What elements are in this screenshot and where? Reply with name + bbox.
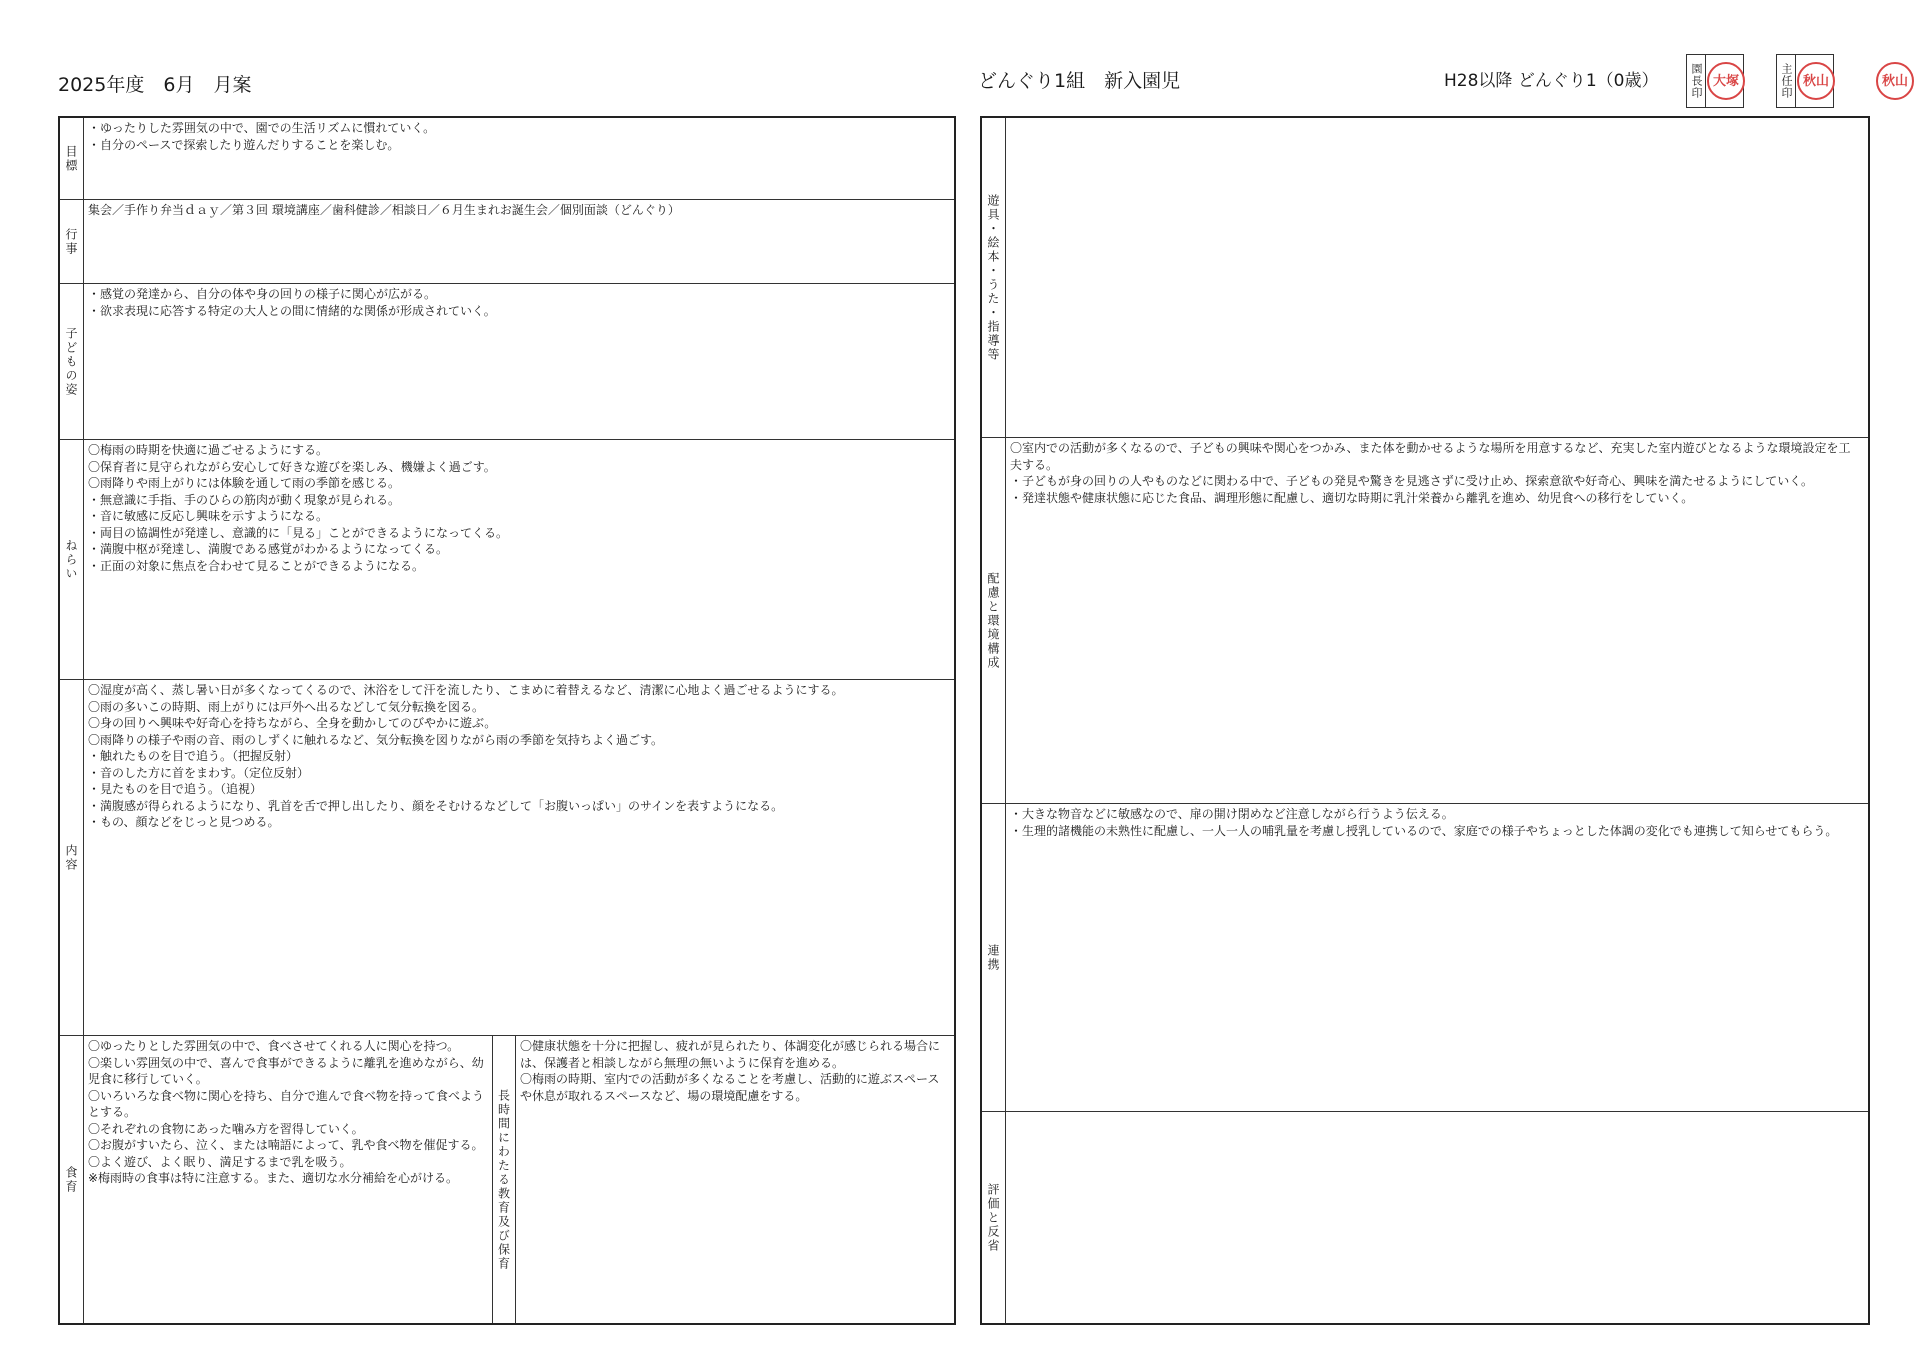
chief-stamp-label: 主任印 [1777,55,1796,107]
food-content [88,1038,488,1321]
left-plan-table [58,116,956,1325]
plan-line: 〇雨の多いこの時期、雨上がりには戸外へ出るなどして気分転換を図る。 [88,699,485,714]
plan-line: 〇湿度が高く、蒸し暑い日が多くなってくるので、沐浴をして汗を流したり、こまめに着替えるなど、清潔に心地よく過ごせるようにする。 [88,683,844,697]
play-row [982,118,1868,438]
longcare-content [520,1038,948,1321]
aims-label: ねらい [60,440,84,680]
plan-line: ・ゆったりした雰囲気の中で、園での生活リズムに慣れていく。 [88,121,436,135]
play-content [1010,120,1862,436]
plan-line: 〇保育者に見守られながら安心して好きな遊びを楽しみ、機嫌よく過ごす。 [88,459,496,474]
plan-line: 〇身の回りへ興味や好奇心を持ちながら、全身を動かしてのびやかに遊ぶ。 [88,716,497,730]
plan-line: 〇それぞれの食物にあった噛み方を習得していく。 [88,1121,364,1136]
plan-line: ・正面の対象に焦点を合わせて見ることができるようになる。 [88,558,425,573]
plan-line: ・触れたものを目で追う。（把握反射） [88,749,299,763]
plan-line: 〇ゆったりとした雰囲気の中で、食べさせてくれる人に関心を持つ。 [88,1039,460,1053]
plan-line: ・大きな物音などに敏感なので、扉の開け閉めなど注意しながら行うよう伝える。 [1010,807,1454,821]
child-label: 子どもの姿 [60,284,84,440]
content-label: 内容 [60,680,84,1036]
plan-line: ・無意識に手指、手のひらの筋肉が動く現象が見られる。 [88,492,401,507]
plan-line: ・自分のペースで探索したり遊んだりすることを楽しむ。 [88,137,400,152]
plan-line: 〇梅雨の時期を快適に過ごせるようにする。 [88,443,329,457]
food-label: 食育 [60,1036,84,1323]
bottom-row [60,1036,954,1323]
principal-seal-icon: 大塚 [1707,62,1745,100]
plan-line: ・感覚の発達から、自分の体や身の回りの様子に関心が広がる。 [88,287,437,301]
env-label: 配慮と環境構成 [982,438,1006,804]
content-row [60,680,954,1036]
plan-title: 2025年度 6月 月案 [58,74,252,96]
aims-content [88,442,948,678]
events-row [60,200,954,284]
plan-line: ・生理的諸機能の未熟性に配慮し、一人一人の哺乳量を考慮し授乳しているので、家庭での様子やちょっとした体調の変化でも連携して知らせてもらう。 [1010,823,1838,838]
liaison-row [982,804,1868,1112]
goal-content [88,120,948,198]
plan-line: 〇梅雨の時期、室内での活動が多くなることを考慮し、活動的に遊ぶスペースや休息が取れるスペースなど、場の環境配慮をする。 [520,1072,940,1103]
chief-stamp-box [1776,54,1834,108]
plan-line: 集会／手作り弁当ｄａｙ／第３回 環境講座／歯科健診／相談日／６月生まれお誕生会／個別面談（どんぐり） [88,203,680,217]
child-row [60,284,954,440]
liaison-label: 連携 [982,804,1006,1112]
right-plan-table [980,116,1870,1325]
plan-line: ・満腹中枢が発達し、満腹である感覚がわかるようになってくる。 [88,542,449,556]
chief-seal-icon: 秋山 [1797,62,1835,100]
age-group: H28以降 どんぐり1（0歳） [1444,71,1659,91]
plan-line: 〇楽しい雰囲気の中で、喜んで食事ができるように離乳を進めながら、幼児食に移行していく。 [88,1055,484,1086]
plan-line: ・音のした方に首をまわす。（定位反射） [88,765,310,780]
class-name: どんぐり1組 新入園児 [978,70,1181,92]
goal-row [60,118,954,200]
plan-line: ・もの、顔などをじっと見つめる。 [88,815,280,829]
plan-line: ・見たものを目で追う。（追視） [88,782,263,796]
plan-line: 〇健康状態を十分に把握し、疲れが見られたり、体調変化が感じられる場合には、保護者と相談しながら無理の無いように保育を進める。 [520,1039,941,1070]
plan-line: ・満腹感が得られるようになり、乳首を舌で押し出したり、顔をそむけるなどして「お腹いっぱい」のサインを表すようになる。 [88,798,784,813]
plan-line: 〇よく遊び、よく眠り、満足するまで乳を吸う。 [88,1154,352,1169]
plan-line: ・発達状態や健康状態に応じた食品、調理形態に配慮し、適切な時期に乳汁栄養から離乳を進め、幼児食への移行をしていく。 [1010,490,1694,505]
env-row [982,438,1868,804]
principal-stamp-label: 園長印 [1687,55,1706,107]
review-content [1010,1114,1862,1321]
plan-line: 〇いろいろな食べ物に関心を持ち、自分で進んで食べ物を持って食べようとする。 [88,1088,485,1119]
goal-label: 目標 [60,118,84,200]
env-content [1010,440,1862,802]
plan-line: ※梅雨時の食事は特に注意する。また、適切な水分補給を心がける。 [88,1171,459,1185]
review-row [982,1112,1868,1323]
plan-line: ・子どもが身の回りの人やものなどに関わる中で、子どもの発見や驚きを見逃さずに受け止め、探索意欲や好奇心、興味を満たせるようにしていく。 [1010,474,1814,488]
liaison-content [1010,806,1862,1110]
principal-stamp-box [1686,54,1744,108]
plan-line: ・欲求表現に応答する特定の大人との間に情緒的な関係が形成されていく。 [88,303,496,318]
play-label: 遊具・絵本・うた・指導等 [982,118,1006,438]
plan-line: ・両目の協調性が発達し、意識的に「見る」ことができるようになってくる。 [88,525,509,540]
content-content [88,682,948,1034]
plan-line: 〇雨降りや雨上がりには体験を通して雨の季節を感じる。 [88,476,401,490]
plan-line: ・音に敏感に反応し興味を示すようになる。 [88,509,329,523]
longcare-label: 長時間にわたる教育及び保育 [492,1036,516,1323]
plan-line: 〇お腹がすいたら、泣く、または喃語によって、乳や食べ物を催促する。 [88,1138,484,1152]
aims-row [60,440,954,680]
extra-seal-icon: 秋山 [1876,62,1914,100]
review-label: 評価と反省 [982,1112,1006,1323]
child-content [88,286,948,438]
events-label: 行事 [60,200,84,284]
plan-line: 〇雨降りの様子や雨の音、雨のしずくに触れるなど、気分転換を図りながら雨の季節を気持ちよく過ごす。 [88,732,664,747]
plan-line: 〇室内での活動が多くなるので、子どもの興味や関心をつかみ、また体を動かせるような場所を用意するなど、充実した室内遊びとなるような環境設定を工夫する。 [1010,441,1851,472]
events-content [88,202,948,282]
